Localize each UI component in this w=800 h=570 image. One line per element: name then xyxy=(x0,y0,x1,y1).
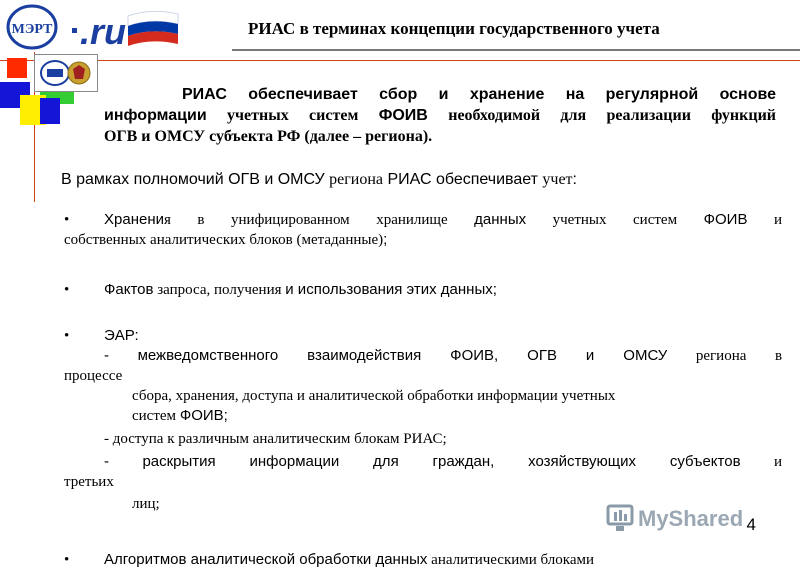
bullet-icon: • xyxy=(64,212,70,228)
bullet-icon: • xyxy=(64,282,70,298)
page-title: РИАС в терминах концепции государственного учета xyxy=(248,19,660,38)
lead-text-e: : xyxy=(572,171,577,188)
bullet-icon: • xyxy=(64,328,70,344)
lead-text-a: В рамках полномочий ОГВ и ОМСУ xyxy=(61,171,330,188)
intro-line-2 xyxy=(104,105,776,126)
mert-logo xyxy=(6,4,58,50)
intro-text-5: необходимой для реализации функций xyxy=(448,107,777,124)
list-item: • Алгоритмов аналитической обработки данных аналитическими блоками xyxy=(64,551,595,568)
list-item: • Фактов запроса, получения и использования этих данных; xyxy=(64,281,497,298)
mert-emblem-icon xyxy=(34,54,98,92)
ru-logo xyxy=(66,6,186,50)
lead-text-b: региона xyxy=(329,171,383,188)
myshared-watermark xyxy=(606,502,756,534)
svg-text:MyShared: MyShared xyxy=(638,506,744,531)
intro-paragraph xyxy=(104,84,776,147)
decor-red-square xyxy=(7,58,27,78)
bullet-icon: • xyxy=(64,552,70,568)
svg-text:МЭРТ: МЭРТ xyxy=(11,22,53,37)
header-divider xyxy=(232,49,800,51)
intro-text-1: РИАС обеспечивает сбор и хранение на регулярной основе xyxy=(182,86,776,103)
intro-line-3 xyxy=(104,126,776,147)
intro-line-1 xyxy=(104,84,776,105)
intro-text-6: ОГВ и ОМСУ субъекта РФ (далее – региона). xyxy=(104,128,433,145)
decor-horizontal-line xyxy=(0,60,800,61)
intro-text-2: информации xyxy=(104,107,207,124)
intro-text-4: ФОИВ xyxy=(378,107,428,124)
intro-text-3: учетных систем xyxy=(227,107,359,124)
svg-text:.ru: .ru xyxy=(80,11,127,50)
lead-sentence xyxy=(61,171,577,189)
list-item: • Хранения в унифицированном хранилище данных учетных систем ФОИВ и собственных аналитических блоков (метаданные); xyxy=(64,211,783,248)
lead-text-d: учет xyxy=(542,171,573,188)
page-number: 4 xyxy=(746,515,756,534)
decor-blue-bar xyxy=(40,98,60,124)
lead-text-c: РИАС обеспечивает xyxy=(383,171,543,188)
list-item: • ЭАР: - межведомственного взаимодействия ФОИВ, ОГВ и ОМСУ региона в процессе сбора, хранения, доступа и аналитической обработки информации учетных систем ФОИВ; - доступа к различным аналитическим блокам РИАС; - раскрытия информации для граждан, хозяйствующих субъектов и третьих лиц; xyxy=(64,327,783,512)
